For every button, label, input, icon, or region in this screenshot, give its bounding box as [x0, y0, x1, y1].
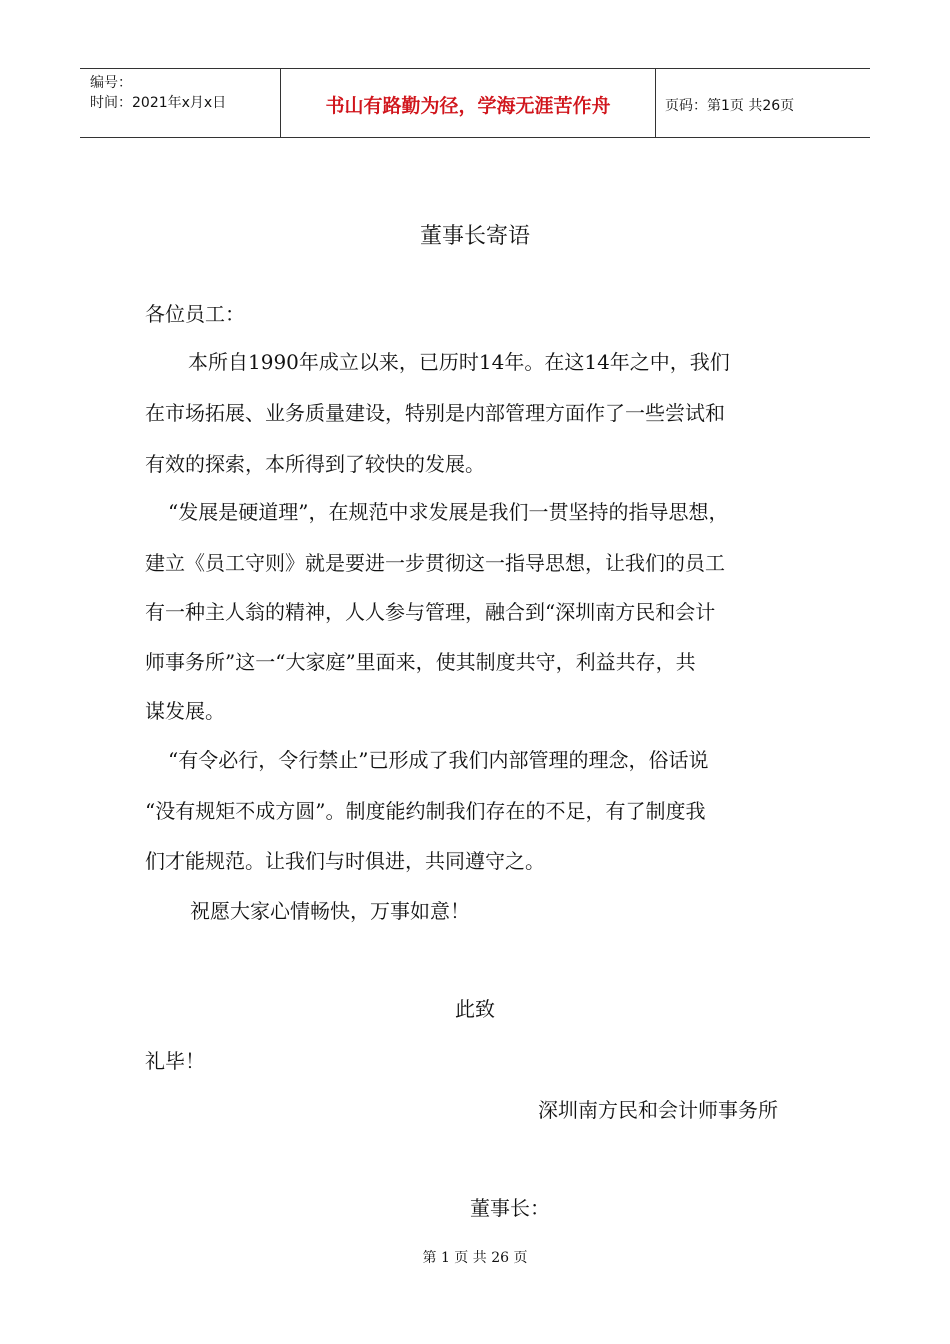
header-motto: 书山有路勤为径，学海无涯苦作舟	[325, 95, 611, 117]
body-line: 师事务所”这一“大家庭”里面来，使其制度共守，利益共存，共	[145, 650, 696, 674]
body-line: “发展是硬道理”，在规范中求发展是我们一贯坚持的指导思想，	[168, 500, 729, 524]
header-left-cell	[80, 69, 280, 137]
document-time-label: 时间：2021年x月x日	[90, 95, 227, 111]
body-line: “没有规矩不成方圆”。制度能约制我们存在的不足，有了制度我	[145, 799, 706, 823]
body-line: 本所自1990年成立以来，已历时14年。在这14年之中，我们	[188, 350, 730, 374]
header-right-cell	[655, 69, 870, 137]
page-footer: 第 1 页 共 26 页	[422, 1250, 528, 1266]
body-line: 建立《员工守则》就是要进一步贯彻这一指导思想，让我们的员工	[145, 551, 725, 575]
body-line: 谋发展。	[145, 699, 225, 723]
body-line: 祝愿大家心情畅快，万事如意！	[190, 899, 470, 923]
closing-text: 此致	[455, 997, 495, 1021]
document-title: 董事长寄语	[419, 224, 530, 249]
greeting: 各位员工：	[145, 302, 245, 326]
salute-text: 礼毕！	[145, 1049, 205, 1073]
body-line: 有一种主人翁的精神，人人参与管理，融合到“深圳南方民和会计	[145, 600, 716, 624]
body-line: “有令必行，令行禁止”已形成了我们内部管理的理念，俗话说	[168, 748, 709, 772]
header-middle-cell	[280, 69, 656, 137]
body-line: 有效的探索，本所得到了较快的发展。	[145, 452, 485, 476]
header-page-info: 页码：第1页 共26页	[665, 98, 795, 114]
document-code-label: 编号：	[90, 75, 132, 91]
body-line: 在市场拓展、业务质量建设，特别是内部管理方面作了一些尝试和	[145, 401, 725, 425]
header-table	[80, 68, 870, 138]
firm-name: 深圳南方民和会计师事务所	[538, 1098, 778, 1122]
body-line: 们才能规范。让我们与时俱进，共同遵守之。	[145, 849, 545, 873]
chairman-signature-label: 董事长：	[470, 1196, 550, 1220]
